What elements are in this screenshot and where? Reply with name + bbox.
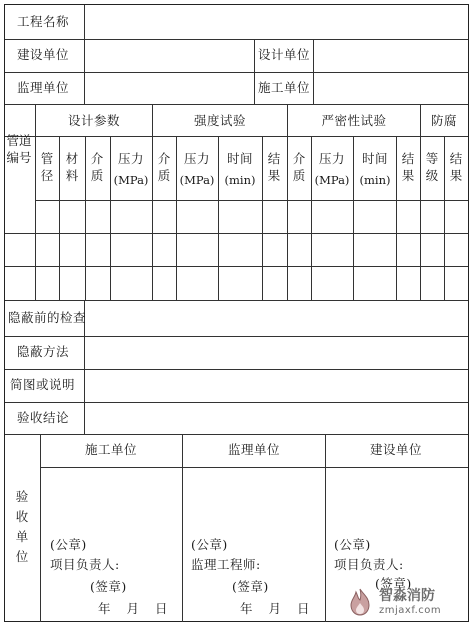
design-unit-label: 设计单位 xyxy=(258,47,311,62)
construction-unit-label: 建设单位 xyxy=(17,47,70,62)
grade-label: 等级 xyxy=(425,151,439,183)
supervision-unit-label: 监理单位 xyxy=(17,80,70,95)
tightness-time-unit: (min) xyxy=(359,173,391,187)
row-line xyxy=(5,402,468,403)
pressure-unit: (MPa) xyxy=(113,173,149,187)
contractor-label: 施工单位 xyxy=(258,80,311,95)
anticorrosion-result-label: 结果 xyxy=(449,151,463,183)
supervision-engineer-label: 监理工程师: xyxy=(191,557,261,572)
strength-pressure-unit: (MPa) xyxy=(179,173,215,187)
col-line xyxy=(262,136,263,300)
col-line xyxy=(313,39,314,104)
strength-test-header: 强度试验 xyxy=(193,113,247,128)
row-line xyxy=(5,336,468,337)
strength-pressure-label: 压力 xyxy=(183,151,211,166)
construction-seal: (公章) xyxy=(334,537,371,552)
sketch-label: 简图或说明 xyxy=(10,377,76,392)
row-line xyxy=(5,369,468,370)
col-line xyxy=(287,104,288,300)
pressure-label: 压力 xyxy=(117,151,145,166)
row-line xyxy=(5,233,468,234)
supervision-seal: (公章) xyxy=(191,537,228,552)
col-line xyxy=(85,136,86,300)
contractor-manager-label: 项目负责人: xyxy=(50,557,120,572)
row-line xyxy=(5,300,468,301)
col-line xyxy=(353,136,354,300)
col-line xyxy=(59,136,60,300)
row-line xyxy=(5,266,468,267)
project-name-label: 工程名称 xyxy=(17,14,70,29)
strength-time-label: 时间 xyxy=(226,151,254,166)
row-line xyxy=(5,136,468,137)
contractor-date: 年 月 日 xyxy=(98,601,174,616)
watermark-url: zmjaxf.com xyxy=(379,604,442,616)
tightness-time-label: 时间 xyxy=(361,151,389,166)
col-line xyxy=(110,136,111,300)
strength-medium-label: 介质 xyxy=(157,151,171,183)
contractor-sign: (签章) xyxy=(90,579,127,594)
col-line xyxy=(396,136,397,300)
watermark-logo xyxy=(345,585,465,619)
conceal-method-label: 隐蔽方法 xyxy=(17,344,70,359)
row-line xyxy=(40,467,468,468)
contractor-column-header: 施工单位 xyxy=(84,442,138,457)
medium-label: 介质 xyxy=(90,151,104,183)
construction-sign: (签章) xyxy=(375,576,412,591)
row-line xyxy=(35,200,468,201)
anticorrosion-header: 防腐 xyxy=(430,113,458,128)
tightness-pressure-unit: (MPa) xyxy=(314,173,350,187)
row-line xyxy=(5,39,468,40)
col-line xyxy=(40,434,41,622)
col-line xyxy=(35,104,36,300)
col-line xyxy=(325,434,326,622)
col-line xyxy=(444,136,445,300)
strength-result-label: 结果 xyxy=(267,151,281,183)
row-line xyxy=(5,72,468,73)
construction-manager-label: 项目负责人: xyxy=(334,557,404,572)
tightness-test-header: 严密性试验 xyxy=(321,113,387,128)
supervision-date: 年 月 日 xyxy=(240,601,316,616)
tightness-result-label: 结果 xyxy=(401,151,415,183)
material-label: 材料 xyxy=(65,151,79,183)
supervision-sign: (签章) xyxy=(232,579,269,594)
watermark-brand: 智淼消防 xyxy=(379,587,435,604)
pipe-diameter-label: 管径 xyxy=(40,151,54,183)
contractor-seal: (公章) xyxy=(50,537,87,552)
design-params-header: 设计参数 xyxy=(67,113,121,128)
col-line xyxy=(218,136,219,300)
row-line xyxy=(5,434,468,435)
conclusion-label: 验收结论 xyxy=(17,410,70,425)
col-line xyxy=(254,39,255,104)
col-line xyxy=(182,434,183,622)
col-line xyxy=(84,5,85,104)
tightness-pressure-label: 压力 xyxy=(318,151,346,166)
pre-conceal-check-label: 隐蔽前的检查 xyxy=(8,310,87,325)
col-line xyxy=(176,136,177,300)
col-line xyxy=(311,136,312,300)
supervision-column-header: 监理单位 xyxy=(227,442,281,457)
flame-icon xyxy=(345,587,375,617)
acceptance-units-label: 验收单位 xyxy=(15,489,29,564)
pipe-no-label: 管道编号 xyxy=(6,133,32,165)
col-line xyxy=(152,104,153,300)
row-line xyxy=(5,104,468,105)
col-line xyxy=(420,104,421,300)
tightness-medium-label: 介质 xyxy=(292,151,306,183)
strength-time-unit: (min) xyxy=(224,173,256,187)
construction-column-header: 建设单位 xyxy=(369,442,423,457)
